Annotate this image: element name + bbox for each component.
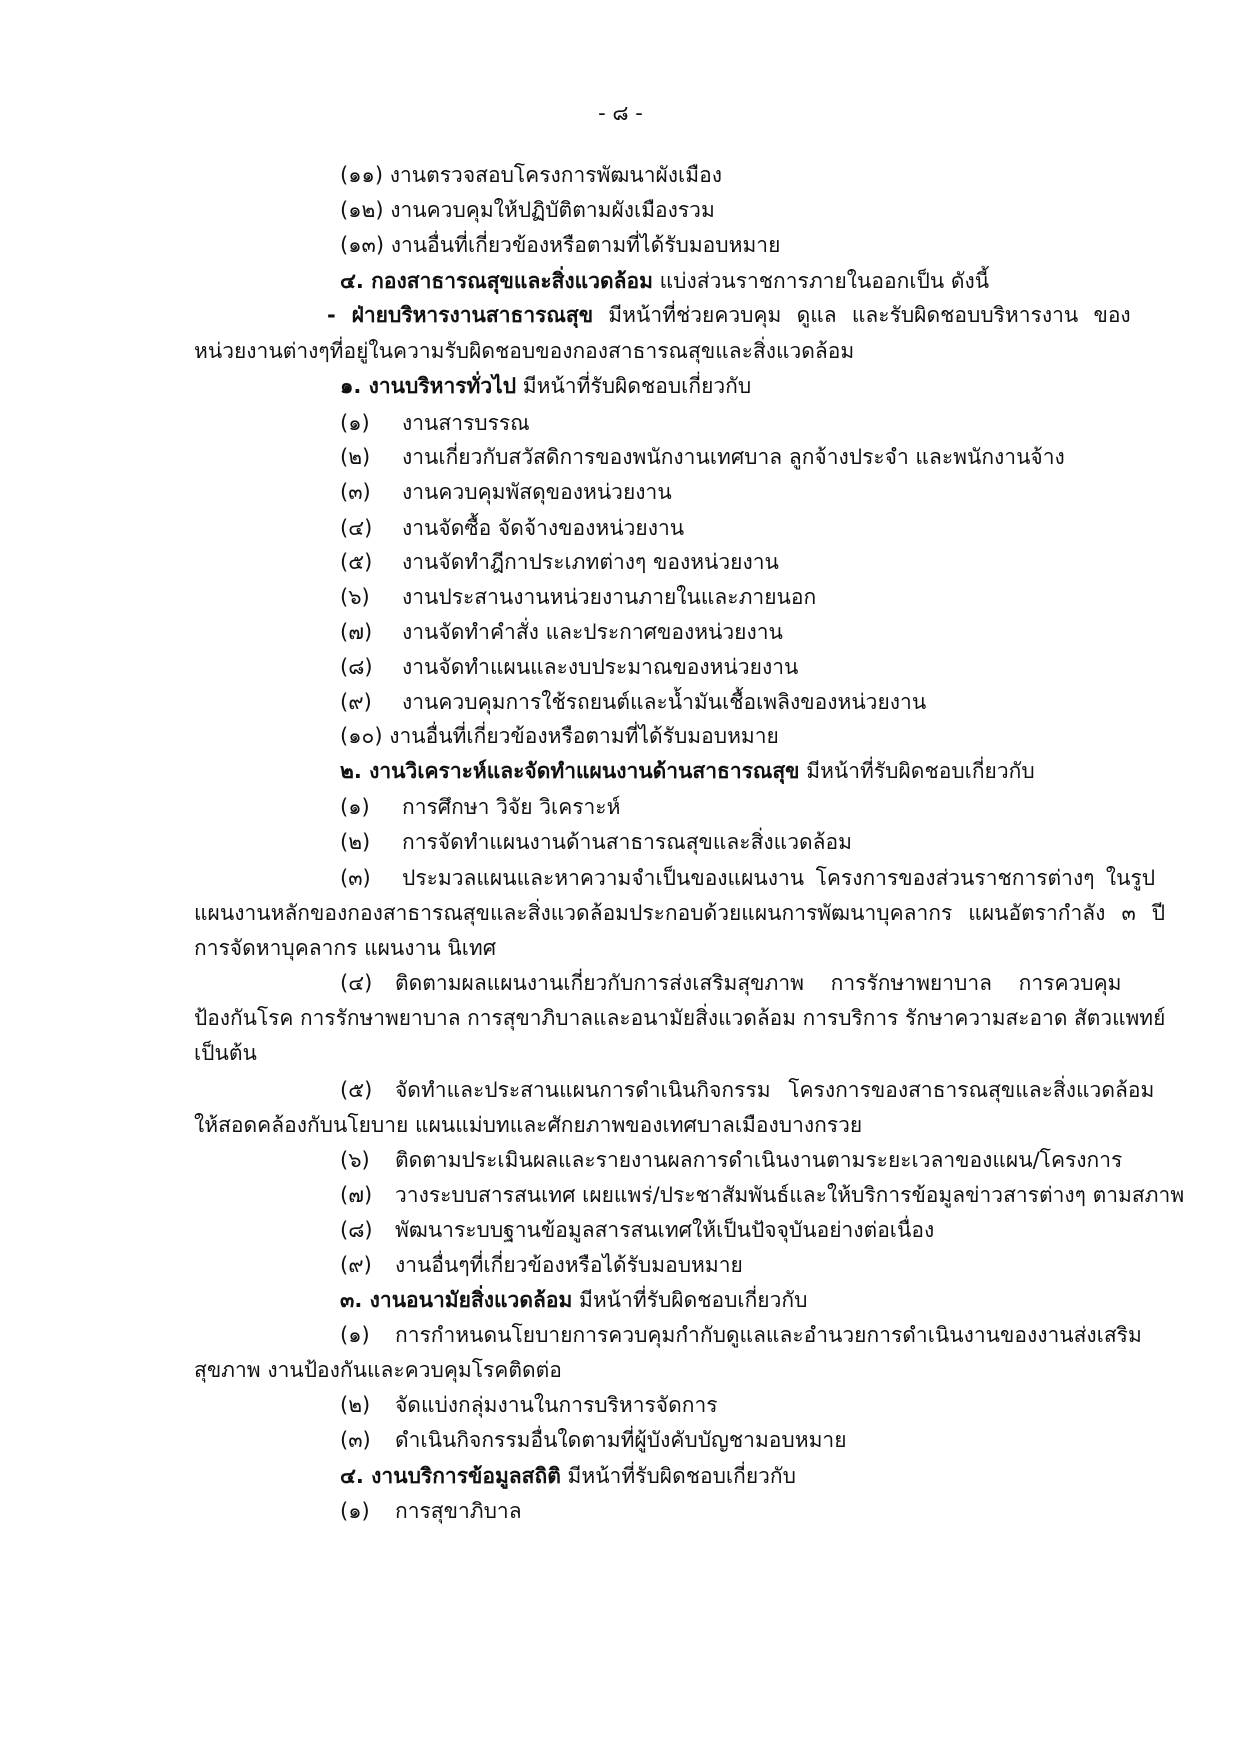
line-text: การศึกษา วิจัย วิเคราะห์ [402,795,621,819]
line-text: (๑๒) งานควบคุมให้ปฏิบัติตามผังเมืองรวม [340,198,715,222]
line-text: มีหน้าที่รับผิดชอบเกี่ยวกับ [516,374,752,398]
text-line [340,371,751,401]
item-number: (๓) [340,480,371,504]
line-text: การสุขาภิบาล [395,1499,522,1523]
line-text: พัฒนาระบบฐานข้อมูลสารสนเทศให้เป็นปัจจุบันอย่างต่อเนื่อง [395,1218,935,1242]
item-number: (๙) [340,690,372,714]
item-number: (๗) [340,620,373,644]
text-line [340,230,780,260]
text-line [340,195,715,225]
line-text: มีหน้าที่รับผิดชอบเกี่ยวกับ [572,1288,808,1312]
item-number: (๗) [340,1183,373,1207]
line-text: ประมวลแผนและหาความจำเป็นของแผนงาน โครงการของส่วนราชการต่างๆ ในรูป [402,866,1156,890]
line-text: งานควบคุมการใช้รถยนต์และน้ำมันเชื้อเพลิงของหน่วยงาน [402,690,927,714]
text-line [194,933,496,963]
line-text: มีหน้าที่รับผิดชอบเกี่ยวกับ [560,1464,796,1488]
item-number: (๔) [340,971,373,995]
item-number: (๓) [340,1428,371,1452]
text-line [340,582,816,612]
line-text: (๑๐) งานอื่นที่เกี่ยวข้องหรือตามที่ได้รับมอบหมาย [340,724,779,748]
line-text: งานอื่นๆที่เกี่ยวข้องหรือได้รับมอบหมาย [395,1253,743,1277]
line-text: ป้องกันโรค การรักษาพยาบาล การสุขาภิบาลและอนามัยสิ่งแวดล้อม การบริการ รักษาความสะอาด สัตวแพทย์ [194,1006,1166,1030]
line-text: งานควบคุมพัสดุของหน่วยงาน [402,480,672,504]
item-number: (๔) [340,516,373,540]
section-heading: ๔. กองสาธารณสุขและสิ่งแวดล้อม [340,269,653,293]
section-heading: - ฝ่ายบริหารงานสาธารณสุข [327,303,594,327]
text-line [194,1110,862,1140]
text-line [340,652,798,682]
text-line [340,863,1155,893]
line-text: จัดทำและประสานแผนการดำเนินกิจกรรม โครงการของสาธารณสุขและสิ่งแวดล้อม [395,1078,1155,1102]
text-line [194,336,854,366]
text-line [340,1180,1184,1210]
item-number: (๕) [340,1078,373,1102]
text-line [340,687,926,717]
text-line [340,408,530,438]
item-number: (๒) [340,830,371,854]
text-line [340,756,1035,786]
line-text: แผนงานหลักของกองสาธารณสุขและสิ่งแวดล้อมประกอบด้วยแผนการพัฒนาบุคลากร แผนอัตรากำลัง ๓ ปี [194,901,1166,925]
line-text: งานเกี่ยวกับสวัสดิการของพนักงานเทศบาล ลูกจ้างประจำ และพนักงานจ้าง [402,445,1065,469]
text-line [340,1075,1154,1105]
line-text: การจัดหาบุคลากร แผนงาน นิเทศ [194,936,497,960]
text-line [194,1003,1165,1033]
text-line [194,1038,257,1068]
text-line [340,1425,847,1455]
text-line [327,300,1131,330]
line-text: การจัดทำแผนงานด้านสาธารณสุขและสิ่งแวดล้อม [402,830,852,854]
line-text: (๑๑) งานตรวจสอบโครงการพัฒนาผังเมือง [340,163,722,187]
text-line [340,266,989,296]
line-text: งานจัดทำคำสั่ง และประกาศของหน่วยงาน [402,620,783,644]
text-line [340,1496,522,1526]
page-number: - ๘ - [598,101,643,125]
line-text: ดำเนินกิจกรรมอื่นใดตามที่ผู้บังคับบัญชามอบหมาย [395,1428,847,1452]
text-line [340,1390,718,1420]
item-number: (๘) [340,1218,373,1242]
text-line [340,721,779,751]
line-text: งานประสานงานหน่วยงานภายในและภายนอก [402,585,817,609]
item-number: (๕) [340,550,373,574]
item-number: (๖) [340,585,370,609]
text-line [340,160,722,190]
line-text: (๑๓) งานอื่นที่เกี่ยวข้องหรือตามที่ได้รับมอบหมาย [340,233,781,257]
text-line [194,898,1165,928]
text-line [340,1215,934,1245]
item-number: (๑) [340,411,370,435]
text-line [340,477,672,507]
text-line [340,1145,1122,1175]
line-text: สุขภาพ งานป้องกันและควบคุมโรคติดต่อ [194,1358,562,1382]
section-heading: ๑. งานบริหารทั่วไป [340,374,517,398]
line-text: จัดแบ่งกลุ่มงานในการบริหารจัดการ [395,1393,718,1417]
line-text: แบ่งส่วนราชการภายในออกเป็น ดังนี้ [652,269,990,293]
text-line [340,1320,1142,1350]
line-text: งานจัดทำฎีกาประเภทต่างๆ ของหน่วยงาน [402,550,779,574]
section-heading: ๓. งานอนามัยสิ่งแวดล้อม [340,1288,573,1312]
item-number: (๓) [340,866,371,890]
line-text: มีหน้าที่รับผิดชอบเกี่ยวกับ [799,759,1035,783]
line-text: หน่วยงานต่างๆที่อยู่ในความรับผิดชอบของกองสาธารณสุขและสิ่งแวดล้อม [194,339,855,363]
section-heading: ๒. งานวิเคราะห์และจัดทำแผนงานด้านสาธารณสุข [340,759,800,783]
text-line [340,968,1122,998]
text-line [340,1285,807,1315]
text-line [340,1250,743,1280]
line-text: เป็นต้น [194,1041,257,1065]
line-text: มีหน้าที่ช่วยควบคุม ดูแล และรับผิดชอบบริหารงาน ของ [593,303,1131,327]
item-number: (๑) [340,1499,370,1523]
item-number: (๖) [340,1148,370,1172]
line-text: การกำหนดนโยบายการควบคุมกำกับดูแลและอำนวยการดำเนินงานของงานส่งเสริม [395,1323,1142,1347]
item-number: (๑) [340,1323,370,1347]
line-text: ติดตามผลแผนงานเกี่ยวกับการส่งเสริมสุขภาพ การรักษาพยาบาล การควบคุม [395,971,1122,995]
text-line [340,1461,796,1491]
item-number: (๒) [340,1393,371,1417]
item-number: (๙) [340,1253,372,1277]
text-line [340,513,684,543]
line-text: งานสารบรรณ [402,411,530,435]
text-line [340,792,620,822]
item-number: (๘) [340,655,373,679]
text-line [340,827,852,857]
item-number: (๑) [340,795,370,819]
text-line [194,1355,562,1385]
line-text: งานจัดซื้อ จัดจ้างของหน่วยงาน [402,516,685,540]
line-text: วางระบบสารสนเทศ เผยแพร่/ประชาสัมพันธ์และให้บริการข้อมูลข่าวสารต่างๆ ตามสภาพ [395,1183,1185,1207]
line-text: งานจัดทำแผนและงบประมาณของหน่วยงาน [402,655,799,679]
item-number: (๒) [340,445,371,469]
line-text: ติดตามประเมินผลและรายงานผลการดำเนินงานตามระยะเวลาของแผน/โครงการ [395,1148,1123,1172]
text-line [340,547,779,577]
line-text: ให้สอดคล้องกับนโยบาย แผนแม่บทและศักยภาพของเทศบาลเมืองบางกรวย [194,1113,863,1137]
section-heading: ๔. งานบริการข้อมูลสถิติ [340,1464,561,1488]
text-line [340,442,1065,472]
text-line [340,617,783,647]
